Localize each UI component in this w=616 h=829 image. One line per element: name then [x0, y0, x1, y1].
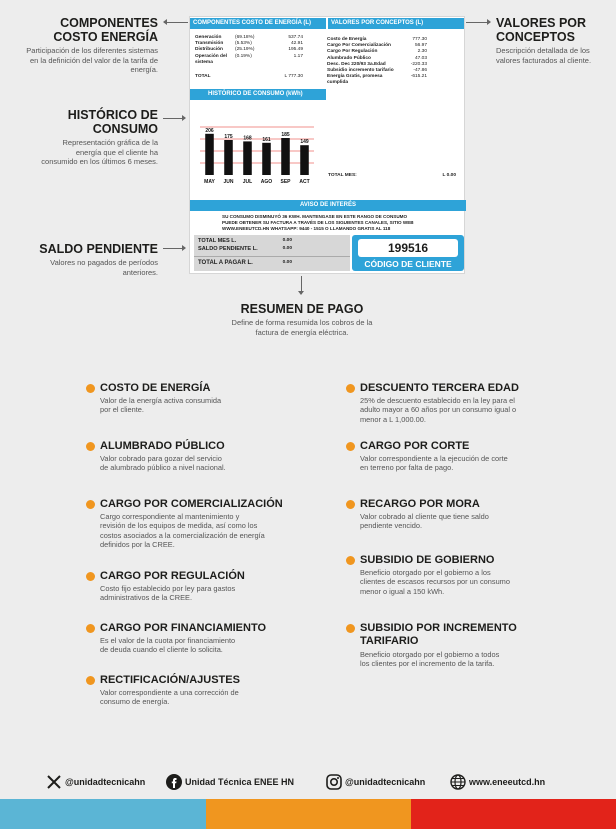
conceptos-table: [327, 37, 427, 87]
componentes-header: COMPONENTES COSTO DE ENERGÍA (L): [190, 18, 326, 29]
codigo-cliente-label: CÓDIGO DE CLIENTE: [364, 259, 452, 269]
arrow-valores: [466, 22, 490, 23]
callout-saldo-desc: Valores no pagados de períodos anteriores.: [50, 258, 158, 277]
def-title: SUBSIDIO DE GOBIERNO: [360, 554, 495, 566]
callout-componentes: [22, 16, 158, 75]
chart-tick-label: ACT: [299, 179, 310, 185]
globe-icon: [450, 774, 466, 790]
saldo-label: TOTAL MES L.: [198, 238, 237, 244]
def-desc: Valor cobrado al cliente que tiene saldo pendiente vencido.: [360, 512, 489, 531]
stripe-orange: [206, 799, 411, 829]
chart-tick-label: MAY: [204, 179, 215, 185]
saldo-label: SALDO PENDIENTE L.: [198, 246, 258, 252]
bill-mockup: [189, 16, 465, 274]
stripe-blue: [0, 799, 206, 829]
def-desc: Valor correspondiente a la ejecución de corte en terreno por falta de pago.: [360, 454, 508, 473]
saldo-box: [194, 235, 350, 271]
concepto-row: Subsidio incremento tarifario -47.86: [327, 68, 427, 74]
componentes-total-row: TOTAL L 777.30: [195, 74, 303, 80]
social-web-url: www.eneeutcd.hn: [469, 777, 546, 787]
def-title: ALUMBRADO PÚBLICO: [100, 440, 225, 452]
callout-saldo-title: SALDO PENDIENTE: [39, 242, 158, 256]
componentes-row: Operación del sistema (0.19%) 1.17: [195, 53, 303, 65]
def-desc: Costo fijo establecido por ley para gastos administrativos de la CREE.: [100, 584, 236, 603]
bullet-dot: [346, 384, 355, 393]
callout-componentes-title: COMPONENTES COSTO ENERGÍA: [53, 16, 158, 44]
callout-resumen-desc: Define de forma resumida los cobros de la factura de energía eléctrica.: [231, 318, 373, 337]
chart-value-label: 168: [243, 135, 252, 142]
def-title: SUBSIDIO POR INCREMENTO TARIFARIO: [360, 622, 517, 647]
codigo-cliente-box: [352, 235, 464, 271]
concepto-row: Costo de Energía 777.30: [327, 37, 427, 42]
social-instagram[interactable]: [326, 774, 425, 790]
saldo-total-label: TOTAL A PAGAR L.: [198, 260, 253, 266]
def-desc: Valor cobrado para gozar del servicio de alumbrado público a nivel nacional.: [100, 454, 226, 473]
def-title: COSTO DE ENERGÍA: [100, 382, 211, 394]
def-desc: Cargo correspondiente al mantenimiento y revisión de los equipos de medida, así como los costos asociados a la comercialización de energía definidos por la CREE.: [100, 512, 265, 550]
callout-resumen-title: RESUMEN DE PAGO: [240, 302, 364, 316]
bullet-dot: [86, 624, 95, 633]
social-facebook[interactable]: [166, 774, 294, 790]
historico-header: HISTÓRICO DE CONSUMO (kWh): [190, 89, 326, 100]
concepto-row: Alumbrado Público 47.03: [327, 55, 427, 61]
aviso-text: [222, 214, 432, 233]
chart-value-label: 149: [300, 139, 309, 146]
arrow-saldo: [163, 248, 185, 249]
social-instagram-handle: @unidadtecnicahn: [345, 777, 426, 787]
def-desc: Beneficio otorgado por el gobierno a los clientes de escasos recursos por un consumo menor o igual a 150 kWh.: [360, 568, 510, 596]
total-mes: TOTAL MES: L 0.00: [328, 173, 456, 178]
chart-value-label: 206: [205, 127, 214, 134]
chart-bar: [300, 145, 309, 175]
x-logo-icon: [46, 774, 62, 790]
def-title: CARGO POR REGULACIÓN: [100, 570, 245, 582]
def-title: RECARGO POR MORA: [360, 498, 480, 510]
chart-bar: [262, 143, 271, 175]
valores-header: VALORES POR CONCEPTOS (L): [328, 18, 464, 29]
bullet-dot: [346, 500, 355, 509]
def-desc: Valor de la energía activa consumida por el cliente.: [100, 396, 222, 415]
footer-social: [0, 768, 616, 798]
aviso-header: AVISO DE INTERÉS: [190, 200, 466, 211]
arrow-resumen: [301, 276, 302, 294]
social-x-handle: @unidadtecnicahn: [65, 777, 146, 787]
callout-saldo: [30, 242, 158, 277]
componentes-row: Generación (69.18%) 537.74: [195, 35, 303, 40]
callout-historico: [40, 108, 158, 167]
chart-bar: [224, 140, 233, 175]
social-web[interactable]: [450, 774, 545, 790]
consumo-chart: [192, 113, 322, 197]
saldo-total-value: 0.00: [282, 260, 292, 265]
def-desc: Beneficio otorgado por el gobierno a todos los clientes por el incremento de la tarifa.: [360, 650, 500, 669]
instagram-icon: [326, 774, 342, 790]
componentes-row: Distribución (25.19%) 195.49: [195, 47, 303, 53]
def-desc: Es el valor de la cuota por financiamiento de deuda cuando el cliente lo solicita.: [100, 636, 236, 655]
chart-tick-label: JUL: [242, 179, 253, 185]
componentes-row: Transmisión (5.53%) 42.91: [195, 41, 303, 47]
chart-bar: [205, 134, 214, 175]
def-title: CARGO POR CORTE: [360, 440, 470, 452]
saldo-value: 0.00: [282, 246, 292, 251]
callout-valores-desc: Descripción detallada de los valores facturados al cliente.: [496, 46, 592, 65]
callout-historico-desc: Representación gráfica de la energía que el cliente ha consumido en los últimos 6 meses.: [41, 138, 158, 166]
def-title: RECTIFICACIÓN/AJUSTES: [100, 674, 240, 686]
callout-valores-title: VALORES POR CONCEPTOS: [496, 16, 587, 44]
arrow-componentes: [164, 22, 188, 23]
saldo-divider: [194, 256, 350, 257]
def-desc: 25% de descuento establecido en la ley para el adulto mayor a 60 años por un consumo igual o menor a L 1,000.00.: [360, 396, 517, 424]
bullet-dot: [86, 676, 95, 685]
chart-bar: [281, 138, 290, 175]
concepto-row: Desc. Dec 220/93 3a.Edad -220.33: [327, 61, 427, 67]
arrow-historico: [163, 118, 185, 119]
chart-tick-label: AGO: [260, 179, 273, 185]
saldo-value: 0.00: [282, 238, 292, 243]
componentes-table: [195, 35, 303, 80]
aviso-line: PUEDE OBTENER SU FACTURA A TRAVÉS DE LOS SIGUIENTES CANALES, SITIO WEB: [222, 220, 414, 226]
codigo-cliente-value: 199516: [358, 239, 458, 257]
callout-valores: [496, 16, 606, 65]
aviso-line: WWW.ENEEUTCD.HN WHATSAPP: 9440 - 1515 O LLAMANDO GRATIS AL 118: [222, 226, 391, 232]
chart-value-label: 175: [224, 134, 233, 140]
bullet-dot: [346, 442, 355, 451]
callout-componentes-desc: Participación de los diferentes sistemas en la definición del valor de la tarifa de energía.: [26, 46, 158, 74]
chart-tick-label: SEP: [280, 179, 291, 185]
bullet-dot: [346, 556, 355, 565]
stripe-red: [411, 799, 616, 829]
callout-resumen: [220, 302, 384, 337]
concepto-row: Energía Gratis, promesa cumplida -615.21: [327, 74, 427, 86]
callout-historico-title: HISTÓRICO DE CONSUMO: [67, 108, 158, 136]
facebook-icon: [166, 774, 182, 790]
bullet-dot: [346, 624, 355, 633]
bullet-dot: [86, 384, 95, 393]
social-facebook-handle: Unidad Técnica ENEE HN: [185, 777, 295, 787]
bullet-dot: [86, 442, 95, 451]
chart-value-label: 185: [281, 132, 290, 138]
social-x[interactable]: [46, 774, 145, 790]
concepto-row: Cargo Por Comercialización 56.97: [327, 43, 427, 49]
def-title: CARGO POR FINANCIAMIENTO: [100, 622, 267, 634]
def-desc: Valor correspondiente a una corrección de consumo de energía.: [100, 688, 239, 707]
concepto-row: Cargo Por Regulación 2.30: [327, 49, 427, 55]
def-title: CARGO POR COMERCIALIZACIÓN: [100, 498, 283, 510]
aviso-line: SU CONSUMO DISMINUYÓ 36 KWH. MANTENGASE EN ESTE RANGO DE CONSUMO: [222, 214, 408, 219]
chart-value-label: 161: [262, 136, 271, 143]
bullet-dot: [86, 572, 95, 581]
chart-tick-label: JUN: [223, 179, 234, 185]
chart-bar: [243, 141, 252, 175]
def-title: DESCUENTO TERCERA EDAD: [360, 382, 519, 394]
bullet-dot: [86, 500, 95, 509]
